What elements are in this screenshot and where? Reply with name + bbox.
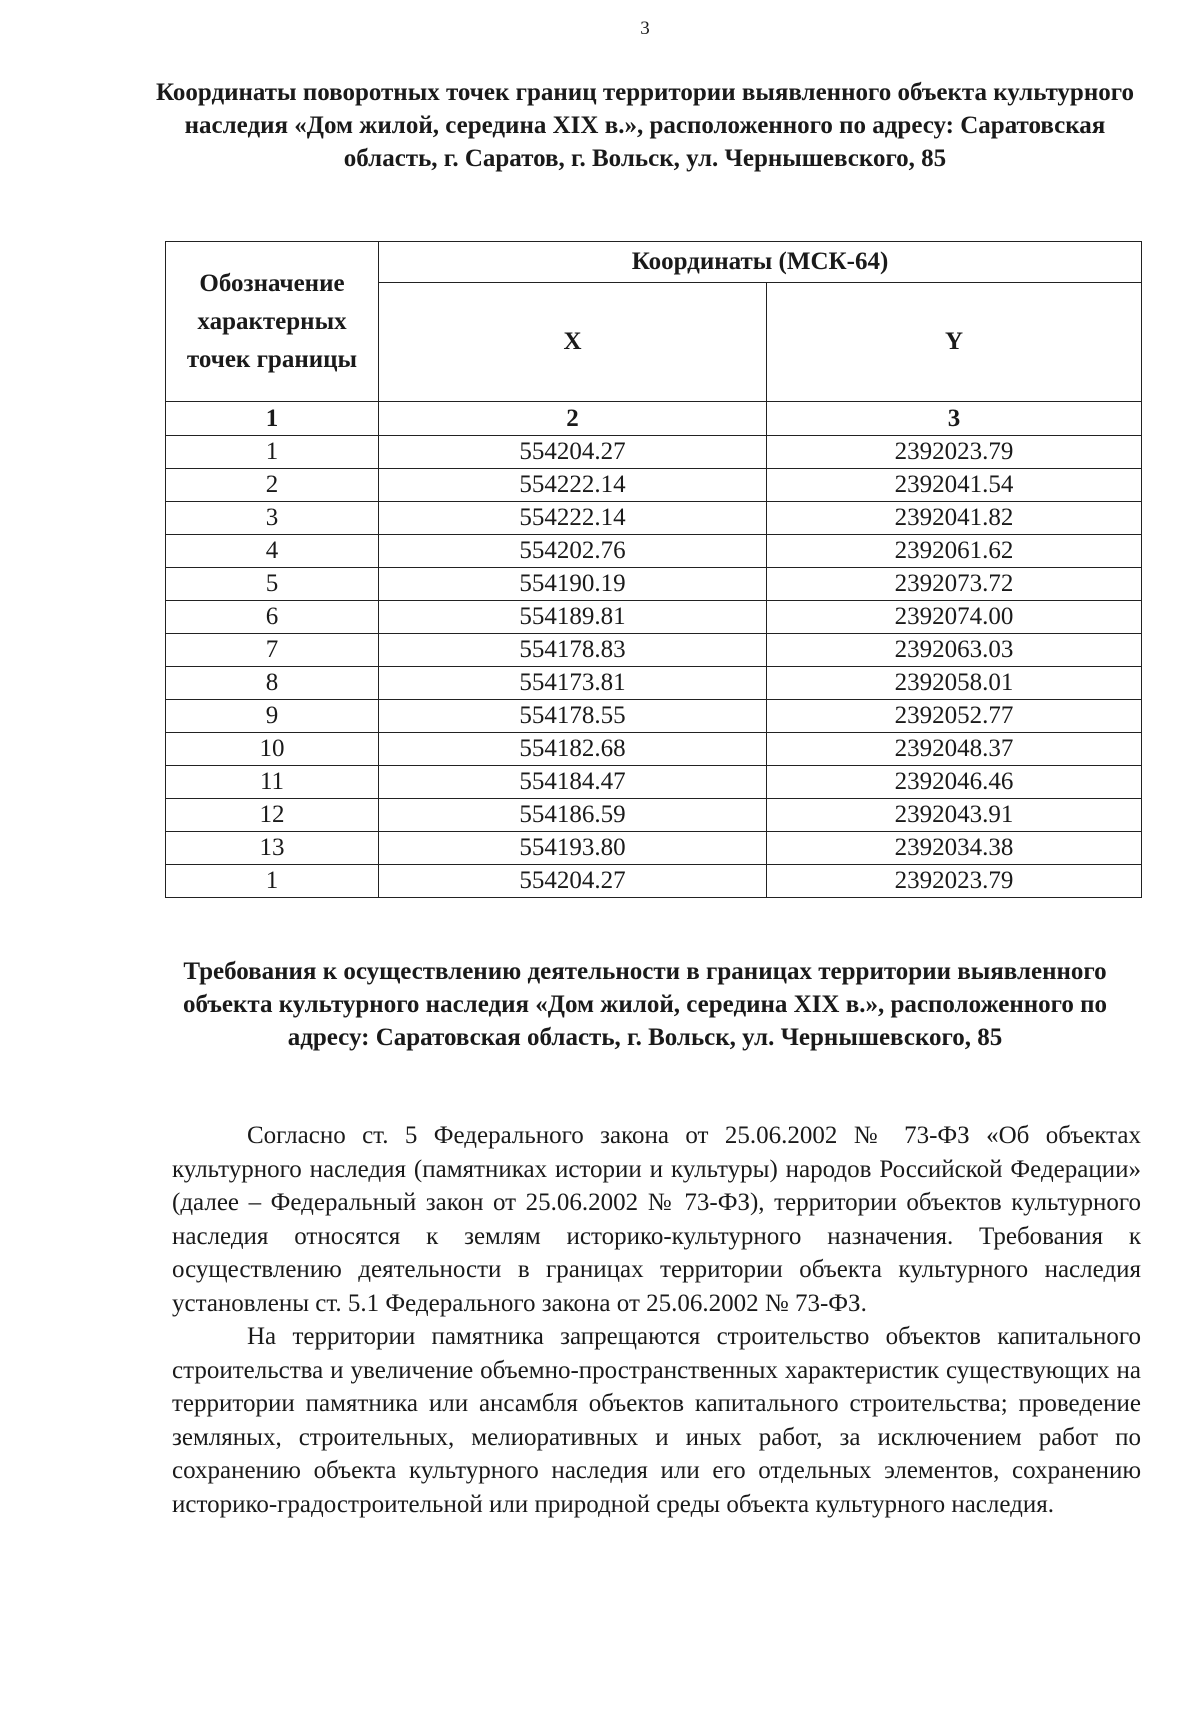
cell-y: 2392043.91 xyxy=(767,799,1142,832)
paragraph: На территории памятника запрещаются строительство объектов капитального строительства и увеличение объемно-пространственных характеристик существующих на территории памятника или ансамбля объектов капитального строительства; проведение земляных, строительных, мелиоративных и иных работ, за исключением работ по сохранению объекта культурного наследия или его отдельных элементов, сохранению историко-градостроительной или природной среды объекта культурного наследия. xyxy=(172,1323,1141,1518)
cell-point: 3 xyxy=(166,502,379,535)
cell-x: 554193.80 xyxy=(379,832,767,865)
cell-point: 10 xyxy=(166,733,379,766)
coordinates-table xyxy=(165,241,1142,898)
header-points: Обозначение характерных точек границы xyxy=(166,242,379,402)
table-row xyxy=(166,799,1142,832)
column-number: 1 xyxy=(166,402,379,436)
table-row xyxy=(166,436,1142,469)
cell-y: 2392074.00 xyxy=(767,601,1142,634)
cell-x: 554178.83 xyxy=(379,634,767,667)
body-text xyxy=(172,1119,1141,1521)
requirements-title: Требования к осуществлению деятельности в границах территории выявленного объекта культурного наследия «Дом жилой, середина XIX в.», расположенного по адресу: Саратовская область, г. Вольск, ул. Чернышевского, 85 xyxy=(182,958,1108,1051)
cell-x: 554186.59 xyxy=(379,799,767,832)
header-y: Y xyxy=(767,283,1142,402)
cell-point: 5 xyxy=(166,568,379,601)
column-number: 2 xyxy=(379,402,767,436)
table-row xyxy=(166,832,1142,865)
paragraph: Согласно ст. 5 Федерального закона от 25.06.2002 № 73-ФЗ «Об объектах культурного наследия (памятниках истории и культуры) народов Российской Федерации» (далее – Федеральный закон от 25.06.2002 № 73-ФЗ), территории объектов культурного наследия относятся к землям историко-культурного назначения. Требования к осуществлению деятельности в границах территории объекта культурного наследия установлены ст. 5.1 Федерального закона от 25.06.2002 № 73-ФЗ. xyxy=(172,1122,1141,1317)
cell-x: 554202.76 xyxy=(379,535,767,568)
cell-point: 1 xyxy=(166,865,379,898)
cell-y: 2392048.37 xyxy=(767,733,1142,766)
cell-point: 1 xyxy=(166,436,379,469)
header-coordinates: Координаты (МСК-64) xyxy=(379,242,1142,283)
cell-x: 554222.14 xyxy=(379,502,767,535)
cell-point: 8 xyxy=(166,667,379,700)
cell-point: 2 xyxy=(166,469,379,502)
cell-y: 2392061.62 xyxy=(767,535,1142,568)
cell-point: 6 xyxy=(166,601,379,634)
cell-y: 2392041.82 xyxy=(767,502,1142,535)
table-row xyxy=(166,535,1142,568)
cell-point: 9 xyxy=(166,700,379,733)
cell-point: 11 xyxy=(166,766,379,799)
table-row xyxy=(166,733,1142,766)
page-number: 3 xyxy=(640,18,650,39)
table-row xyxy=(166,469,1142,502)
cell-point: 12 xyxy=(166,799,379,832)
column-number-row xyxy=(166,402,1142,436)
cell-y: 2392052.77 xyxy=(767,700,1142,733)
table-row xyxy=(166,568,1142,601)
table-row xyxy=(166,865,1142,898)
header-x: X xyxy=(379,283,767,402)
cell-x: 554178.55 xyxy=(379,700,767,733)
cell-x: 554204.27 xyxy=(379,865,767,898)
table-row xyxy=(166,634,1142,667)
column-number: 3 xyxy=(767,402,1142,436)
cell-y: 2392046.46 xyxy=(767,766,1142,799)
cell-y: 2392041.54 xyxy=(767,469,1142,502)
cell-point: 4 xyxy=(166,535,379,568)
cell-x: 554190.19 xyxy=(379,568,767,601)
cell-y: 2392073.72 xyxy=(767,568,1142,601)
cell-point: 13 xyxy=(166,832,379,865)
table-row xyxy=(166,766,1142,799)
cell-y: 2392023.79 xyxy=(767,865,1142,898)
cell-y: 2392058.01 xyxy=(767,667,1142,700)
table-row xyxy=(166,502,1142,535)
cell-x: 554204.27 xyxy=(379,436,767,469)
cell-x: 554189.81 xyxy=(379,601,767,634)
cell-x: 554222.14 xyxy=(379,469,767,502)
cell-point: 7 xyxy=(166,634,379,667)
table-row xyxy=(166,601,1142,634)
cell-x: 554182.68 xyxy=(379,733,767,766)
cell-y: 2392063.03 xyxy=(767,634,1142,667)
cell-y: 2392023.79 xyxy=(767,436,1142,469)
cell-y: 2392034.38 xyxy=(767,832,1142,865)
cell-x: 554173.81 xyxy=(379,667,767,700)
coordinates-title: Координаты поворотных точек границ территории выявленного объекта культурного наследия «Дом жилой, середина XIX в.», расположенного по адресу: Саратовская область, г. Саратов, г. Вольск, ул. Чернышевского, 85 xyxy=(156,79,1134,172)
table-row xyxy=(166,700,1142,733)
cell-x: 554184.47 xyxy=(379,766,767,799)
coordinate-rows xyxy=(166,436,1142,898)
table-row xyxy=(166,667,1142,700)
